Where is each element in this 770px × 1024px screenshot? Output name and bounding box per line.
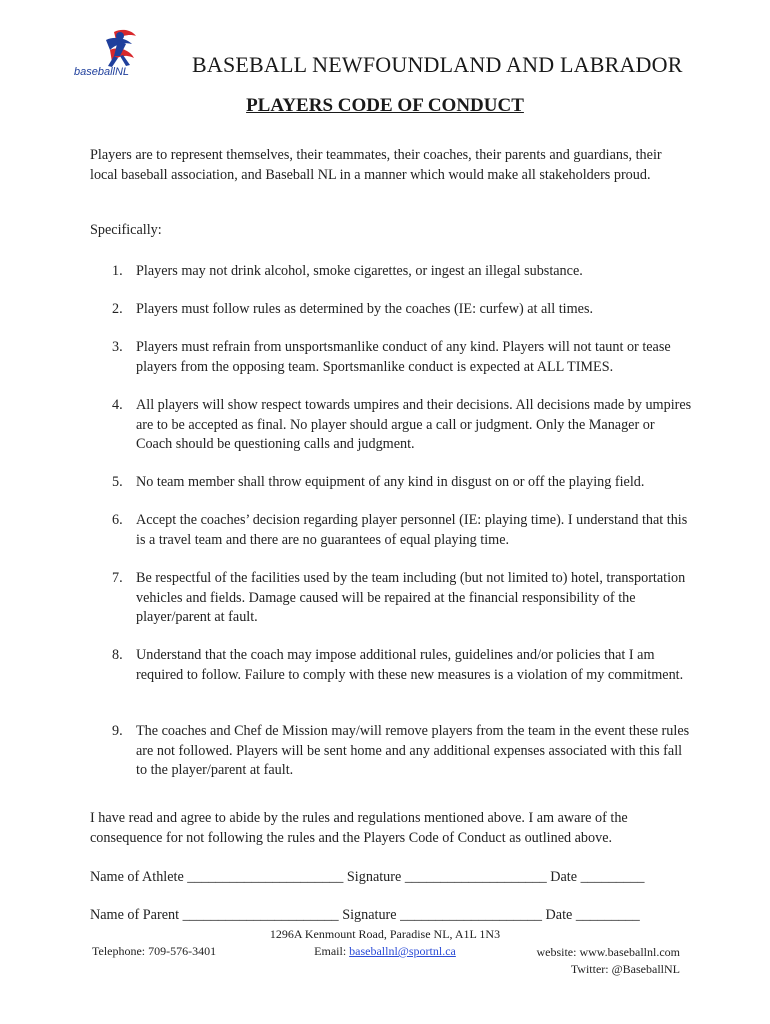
agreement-paragraph: I have read and agree to abide by the rules and regulations mentioned above. I am aware of the consequence for not following the rules and the Players Code of Conduct as outlined above. [90,810,628,846]
rule-text: Understand that the coach may impose additional rules, guidelines and/or policies that I am required to follow. Failure to comply with these new measures is a violation of my commitment. [136,647,684,683]
rule-text: Players must follow rules as determined by the coaches (IE: curfew) at all times. [136,301,594,317]
rule-text: Players must refrain from unsportsmanlike conduct of any kind. Players will not taunt or tease players from the opposing team. Sportsmanlike conduct is expected at ALL TIMES. [136,339,671,375]
footer-address: 1296A Kenmount Road, Paradise NL, A1L 1N3 [269,927,501,941]
rule-number: 2. [112,301,123,317]
rule-number: 5. [112,474,123,490]
rule-number: 7. [112,570,123,586]
document-title: PLAYERS CODE OF CONDUCT [246,95,524,116]
rule-item [112,722,692,781]
specifically-label: Specifically: [90,222,162,238]
svg-text:baseballNL: baseballNL [74,66,130,78]
rule-item [112,646,692,685]
email-link[interactable]: baseballnl@sportnl.ca [349,944,456,958]
rule-item [112,396,692,455]
rule-number: 9. [112,723,123,739]
footer-web [536,944,680,978]
rule-item [112,262,692,282]
parent-signature-line[interactable]: Name of Parent ______________________ Signature ____________________ Date _________ [90,907,640,923]
rule-text: Accept the coaches’ decision regarding player personnel (IE: playing time). I understand that this is a travel team and there are no guarantees of equal playing time. [136,512,688,548]
rule-number: 8. [112,647,123,663]
rule-number: 4. [112,397,123,413]
rule-number: 6. [112,512,123,528]
rule-text: All players will show respect towards umpires and their decisions. All decisions made by umpires are to be accepted as final. No player should argue a call or judgment. Only the Manager or Coach should be questioning calls and judgment. [136,397,692,452]
website-text[interactable]: website: www.baseballnl.com [536,945,680,959]
rule-number: 3. [112,339,123,355]
rule-text: Players may not drink alcohol, smoke cigarettes, or ingest an illegal substance. [136,263,583,279]
twitter-text[interactable]: Twitter: @BaseballNL [570,962,680,976]
intro-paragraph: Players are to represent themselves, their teammates, their coaches, their parents and guardians, their local baseball association, and Baseball NL in a manner which would make all stakeholders proud. [90,147,662,183]
rule-item [112,511,692,550]
organization-title: BASEBALL NEWFOUNDLAND AND LABRADOR [192,52,683,77]
rule-item [112,473,692,493]
footer-email-label: Email: [314,944,350,958]
rule-number: 1. [112,263,123,279]
rule-item [112,338,692,377]
footer-telephone: Telephone: 709-576-3401 [92,944,217,958]
athlete-signature-line[interactable]: Name of Athlete ______________________ Signature ____________________ Date _________ [90,869,645,885]
rule-text: The coaches and Chef de Mission may/will remove players from the team in the event these rules are not followed. Players will be sent home and any additional expenses associated with this fall to the player/parent at fault. [136,723,690,778]
rule-item [112,569,692,628]
rule-item [112,300,692,320]
baseball-nl-logo [70,26,160,80]
player-silhouette-icon [70,26,160,80]
rule-text: No team member shall throw equipment of any kind in disgust on or off the playing field. [136,474,645,490]
rule-text: Be respectful of the facilities used by the team including (but not limited to) hotel, transportation vehicles and fields. Damage caused will be repaired at the financial responsibility of the player/parent at fault. [136,570,686,625]
